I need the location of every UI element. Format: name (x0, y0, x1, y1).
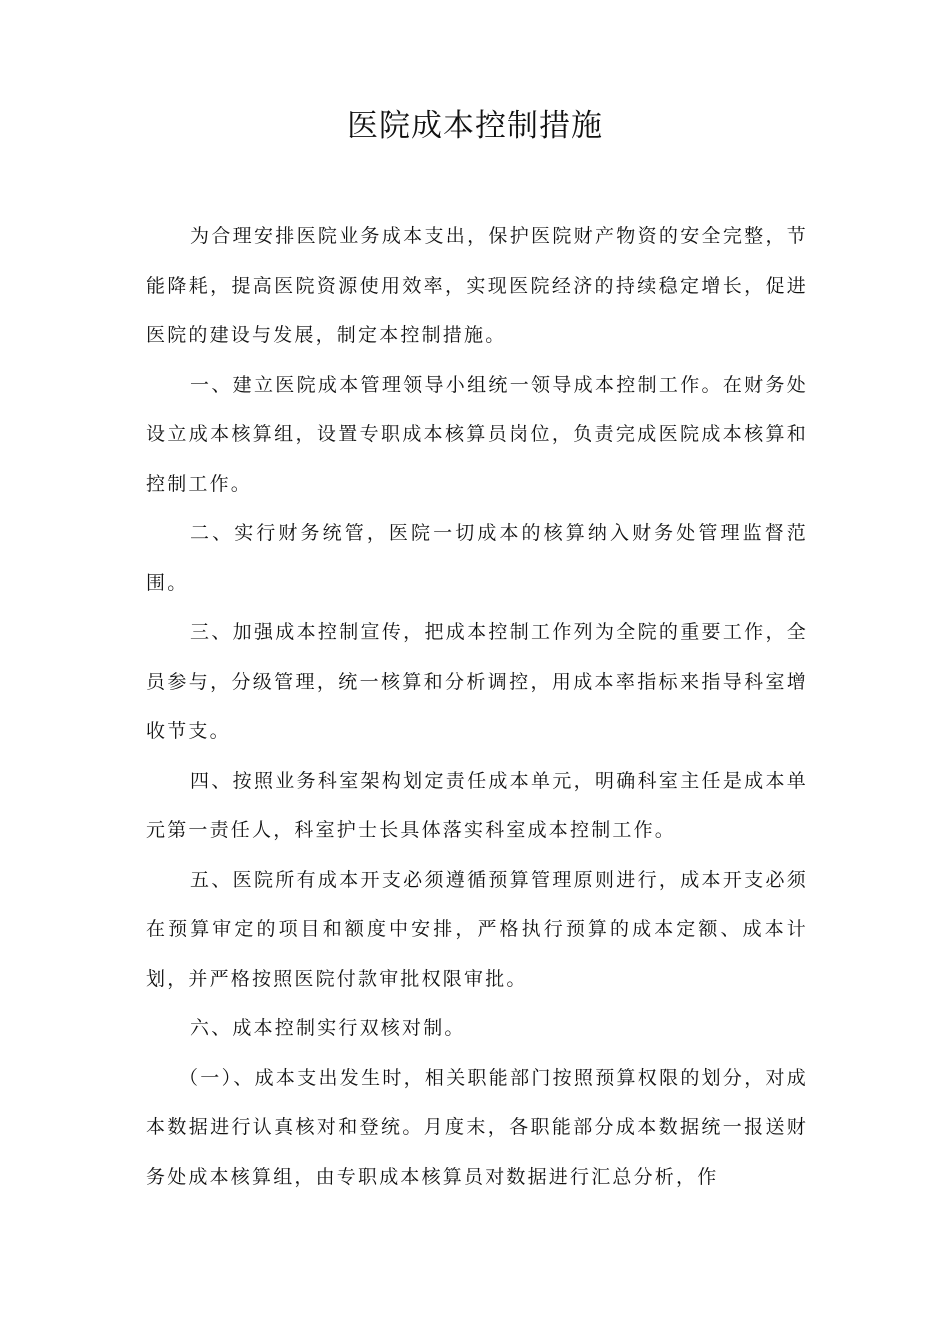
paragraph-intro: 为合理安排医院业务成本支出，保护医院财产物资的安全完整，节能降耗，提高医院资源使用效率，实现医院经济的持续稳定增长，促进医院的建设与发展，制定本控制措施。 (146, 225, 808, 346)
paragraph-item-3: 三、加强成本控制宣传，把成本控制工作列为全院的重要工作，全员参与，分级管理，统一核算和分析调控，用成本率指标来指导科室增收节支。 (146, 621, 808, 742)
document-body (146, 212, 808, 1202)
paragraph-item-1: 一、建立医院成本管理领导小组统一领导成本控制工作。在财务处设立成本核算组，设置专职成本核算员岗位，负责完成医院成本核算和控制工作。 (146, 373, 808, 495)
document-title: 医院成本控制措施 (347, 108, 603, 144)
paragraph-item-2: 二、实行财务统管，医院一切成本的核算纳入财务处管理监督范围。 (146, 522, 808, 594)
paragraph-item-4: 四、按照业务科室架构划定责任成本单元，明确科室主任是成本单元第一责任人，科室护士长具体落实科室成本控制工作。 (146, 769, 808, 841)
paragraph-item-5: 五、医院所有成本开支必须遵循预算管理原则进行，成本开支必须在预算审定的项目和额度中安排，严格执行预算的成本定额、成本计划，并严格按照医院付款审批权限审批。 (146, 868, 808, 990)
paragraph-item-6-sub-1: （一）、成本支出发生时，相关职能部门按照预算权限的划分，对成本数据进行认真核对和登统。月度末，各职能部分成本数据统一报送财务处成本核算组，由专职成本核算员对数据进行汇总分析，作 (146, 1066, 808, 1188)
paragraph-item-6: 六、成本控制实行双核对制。 (190, 1017, 466, 1039)
